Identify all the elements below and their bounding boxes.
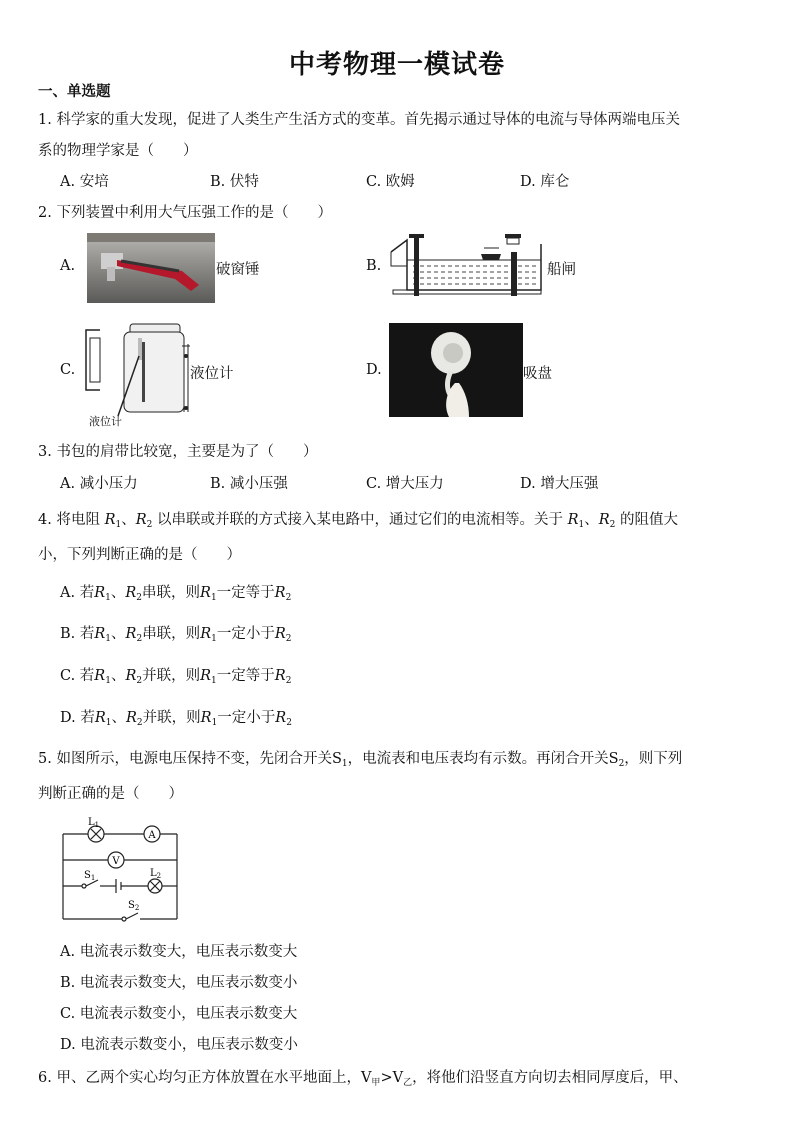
q1-option-b[interactable]: B. 伏特 [210, 174, 259, 190]
level-gauge-diagram [82, 316, 192, 428]
section-heading: 一、单选题 [38, 84, 111, 100]
ammeter-symbol: A [148, 830, 156, 841]
q2-option-d-letter[interactable]: D. [366, 362, 382, 378]
q4-option-b[interactable]: B. 若$R_1$、$R_2$串联，则$R_1$一定小于$R_2$ [60, 626, 292, 644]
q2-level-gauge-caption: 液位计 [89, 415, 122, 428]
q1-option-d[interactable]: D. 库仑 [520, 174, 570, 190]
q5-stem-line2: 判断正确的是（ ） [38, 786, 183, 802]
q5-option-d[interactable]: D. 电流表示数变小，电压表示数变小 [60, 1037, 298, 1053]
ship-lock-diagram [389, 230, 547, 300]
s1-label: $S_1$ [84, 870, 96, 882]
q2-stem: 2. 下列装置中利用大气压强工作的是（ ） [38, 205, 332, 221]
suction-cup-image [389, 323, 523, 417]
q4-option-a[interactable]: A. 若$R_1$、$R_2$串联，则$R_1$一定等于$R_2$ [60, 585, 292, 603]
voltmeter-symbol: V [112, 856, 120, 867]
page-title: 中考物理一模试卷 [288, 50, 505, 80]
q5-option-c[interactable]: C. 电流表示数变小，电压表示数变大 [60, 1006, 298, 1022]
q1-option-a[interactable]: A. 安培 [60, 174, 109, 190]
q2-option-b-letter[interactable]: B. [366, 258, 382, 274]
hammer-image [87, 233, 215, 303]
q3-option-c[interactable]: C. 增大压力 [366, 476, 444, 492]
q5-option-a[interactable]: A. 电流表示数变大，电压表示数变大 [60, 944, 298, 960]
q2-option-a-label: 破窗锤 [216, 262, 260, 278]
q2-option-d-label: 吸盘 [523, 366, 552, 382]
q2-option-c-label: 液位计 [190, 366, 234, 382]
l1-label: $L_1$ [88, 817, 100, 829]
q5-option-b[interactable]: B. 电流表示数变大，电压表示数变小 [60, 975, 298, 991]
q1-stem-line1: 1. 科学家的重大发现，促进了人类生产生活方式的变革。首先揭示通过导体的电流与导体两端电压关 [38, 112, 680, 128]
q4-stem-line2: 小，下列判断正确的是（ ） [38, 547, 241, 563]
q1-option-c[interactable]: C. 欧姆 [366, 174, 415, 190]
l2-label: $L_2$ [150, 868, 162, 880]
q4-stem-line1: 4. 将电阻 $R_1$、$R_2$ 以串联或并联的方式接入某电路中，通过它们的电流相等。关于 $R_1$、$R_2$ 的阻值大 [38, 512, 679, 530]
q6-stem: 6. 甲、乙两个实心均匀正方体放置在水平地面上，$V_甲>V_乙$，将他们沿竖直方向切去相同厚度后，甲、 [38, 1070, 688, 1088]
q2-option-a-letter[interactable]: A. [60, 258, 76, 274]
q3-option-d[interactable]: D. 增大压强 [520, 476, 599, 492]
q2-option-b-label: 船闸 [547, 262, 576, 278]
q1-stem-line2: 系的物理学家是（ ） [38, 143, 198, 159]
q4-option-d[interactable]: D. 若$R_1$、$R_2$并联，则$R_1$一定小于$R_2$ [60, 710, 292, 728]
q4-option-c[interactable]: C. 若$R_1$、$R_2$并联，则$R_1$一定等于$R_2$ [60, 668, 292, 686]
q2-option-c-letter[interactable]: C. [60, 362, 76, 378]
s2-label: $S_2$ [128, 900, 140, 912]
q3-option-a[interactable]: A. 减小压力 [60, 476, 138, 492]
circuit-diagram [58, 816, 182, 926]
q5-stem-line1: 5. 如图所示，电源电压保持不变，先闭合开关$S_1$，电流表和电压表均有示数。再闭合开关$S_2$，则下列 [38, 751, 683, 769]
q3-stem: 3. 书包的肩带比较宽，主要是为了（ ） [38, 444, 318, 460]
q3-option-b[interactable]: B. 减小压强 [210, 476, 288, 492]
